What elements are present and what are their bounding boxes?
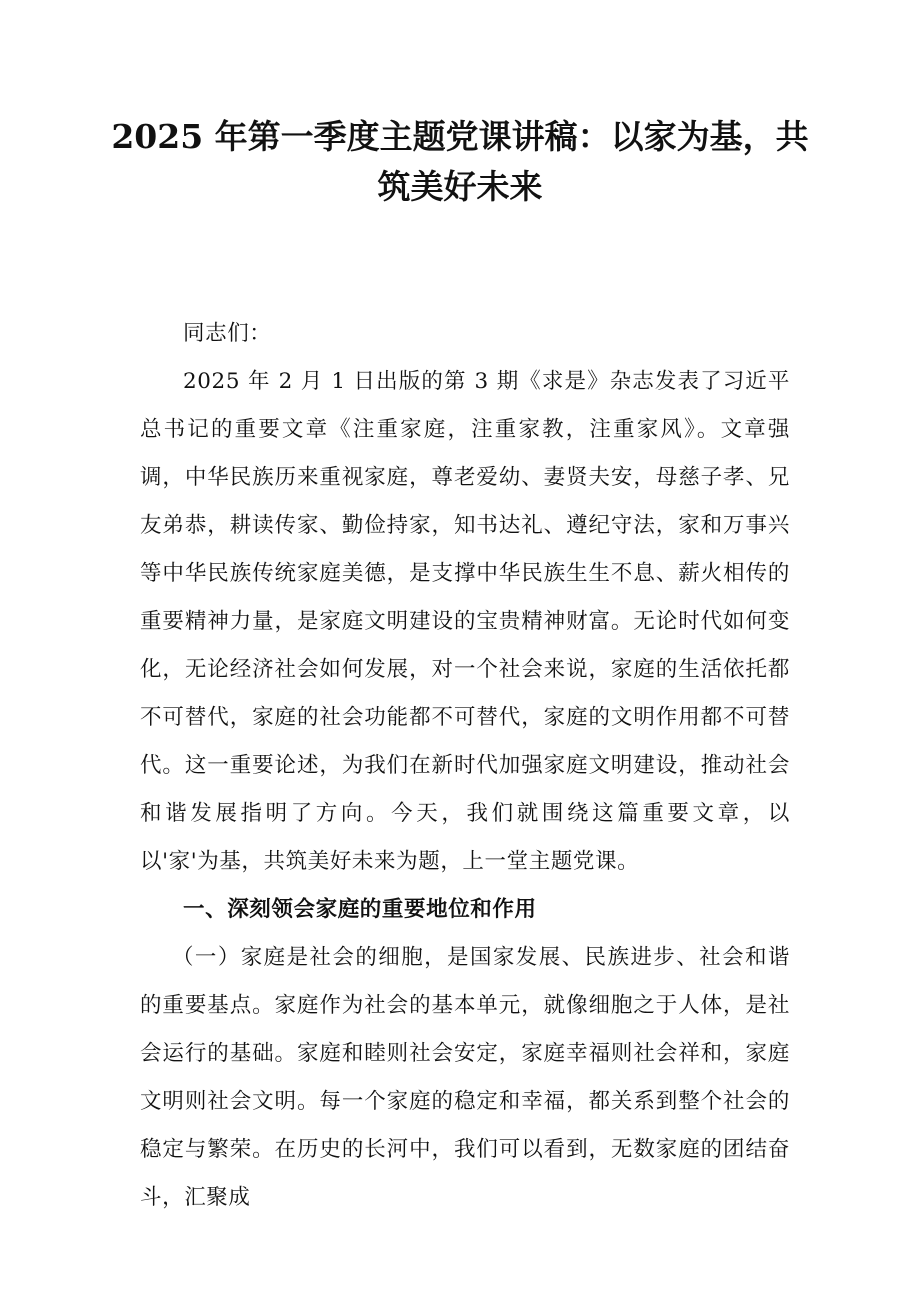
salutation: 同志们： — [183, 321, 272, 346]
section-paragraph: （一）家庭是社会的细胞，是国家发展、民族进步、社会和谐的重要基点。家庭作为社会的基本单元，就像细胞之于人体，是社会运行的基础。家庭和睦则社会安定，家庭幸福则社会祥和，家庭文明则社会文明。每一个家庭的稳定和幸福，都关系到整个社会的稳定与繁荣。在历史的长河中，我们可以看到，无数家庭的团结奋斗，汇聚成 — [140, 945, 790, 1210]
document-title: 2025 年第一季度主题党课讲稿：以家为基，共筑美好未来 — [111, 117, 809, 206]
intro-paragraph: 2025 年 2 月 1 日出版的第 3 期《求是》杂志发表了习近平总书记的重要文章《注重家庭，注重家教，注重家风》。文章强调，中华民族历来重视家庭，尊老爱幼、妻贤夫安，母慈子孝、兄友弟恭，耕读传家、勤俭持家，知书达礼、遵纪守法，家和万事兴等中华民族传统家庭美德，是支撑中华民族生生不息、薪火相传的重要精神力量，是家庭文明建设的宝贵精神财富。无论时代如何变化，无论经济社会如何发展，对一个社会来说，家庭的生活依托都不可替代，家庭的社会功能都不可替代，家庭的文明作用都不可替代。这一重要论述，为我们在新时代加强家庭文明建设，推动社会和谐发展指明了方向。今天，我们就围绕这篇重要文章，以以'家'为基，共筑美好未来为题，上一堂主题党课。 — [140, 369, 790, 874]
section-heading: 一、深刻领会家庭的重要地位和作用 — [183, 897, 537, 922]
